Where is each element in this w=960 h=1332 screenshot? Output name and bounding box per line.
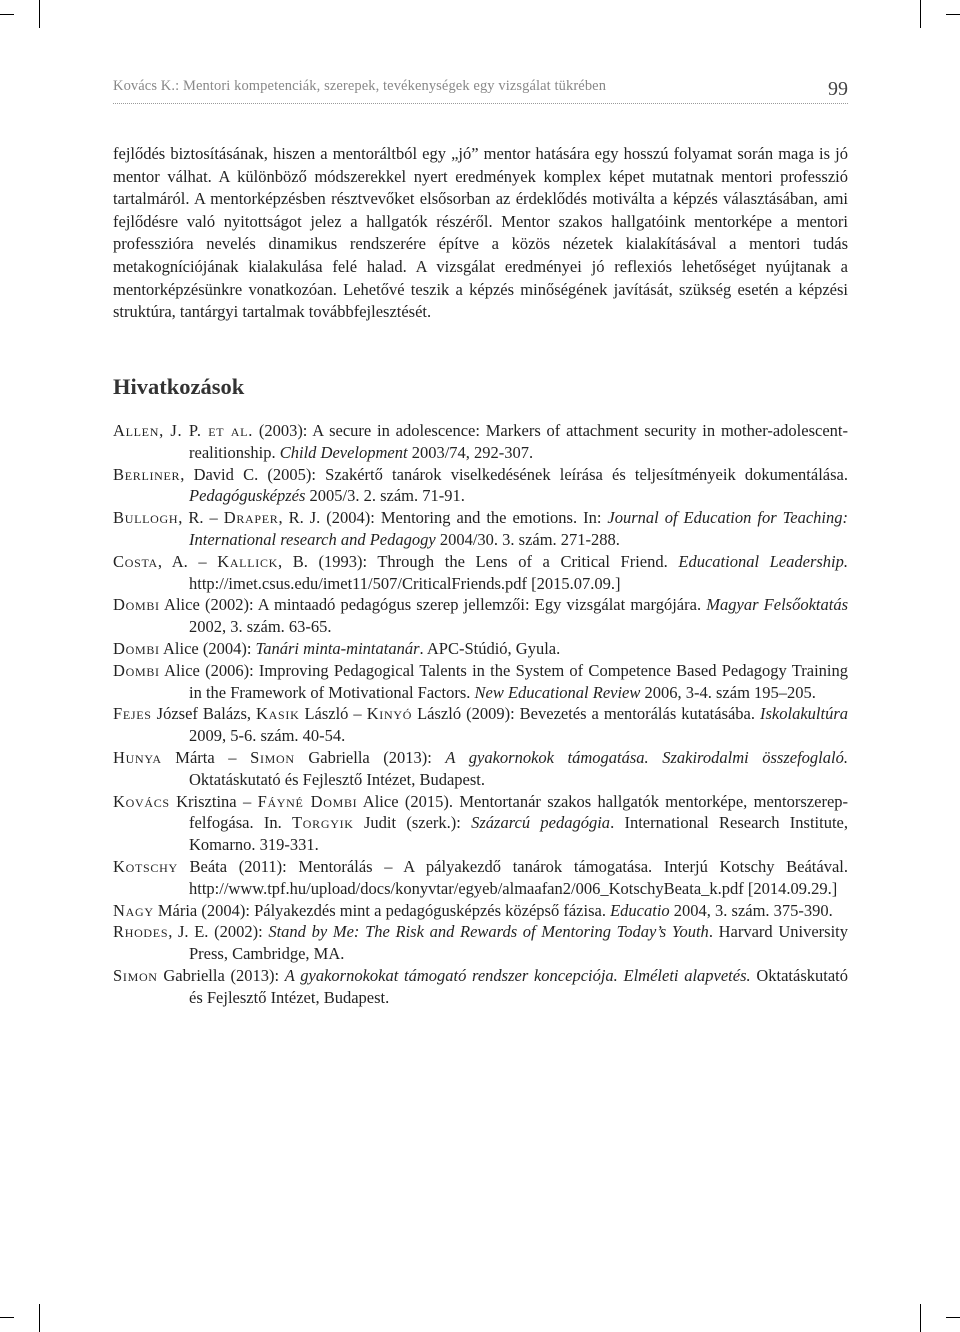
reference-author: Bullogh <box>113 508 179 528</box>
reference-source-title: A gyakornokok támogatása. Szakirodalmi összefoglaló. <box>445 747 848 767</box>
reference-text: László (2009): Bevezetés a mentorálás kutatásába. <box>412 704 761 724</box>
reference-author: Dombi <box>113 638 160 658</box>
reference-text: 2006, 3-4. szám 195–205. <box>640 682 816 702</box>
reference-entry <box>113 660 848 704</box>
reference-text: Márta – <box>161 747 251 767</box>
reference-author: Draper <box>223 508 279 528</box>
header-divider <box>113 103 848 104</box>
crop-mark <box>920 0 921 28</box>
reference-author: Dombi <box>113 595 160 615</box>
reference-entry <box>113 965 848 1009</box>
reference-author: Dombi <box>113 660 160 680</box>
reference-text: 2002, 3. szám. 63-65. <box>189 617 332 637</box>
reference-list <box>113 420 848 1009</box>
reference-source-title: New Educational Review <box>474 682 641 702</box>
reference-source-title: Journal of Education for Teaching: International research and Pedagogy <box>189 508 848 549</box>
crop-mark <box>39 1304 40 1332</box>
reference-entry <box>113 551 848 595</box>
reference-entry <box>113 464 848 508</box>
reference-source-title: Stand by Me: The Risk and Rewards of Mentoring Today’s Youth <box>268 922 709 942</box>
reference-author: Nagy <box>113 900 154 920</box>
reference-entry <box>113 507 848 551</box>
reference-author: Kasik <box>256 704 300 724</box>
crop-mark <box>0 14 14 15</box>
reference-author: Berliner <box>113 464 181 484</box>
reference-text: Oktatáskutató és Fejlesztő Intézet, Budapest. <box>189 769 486 789</box>
reference-text: László – <box>299 704 367 724</box>
reference-source-title: Tanári minta-mintatanár <box>255 638 420 658</box>
reference-text: Alice (2002): A mintaadó pedagógus szerep jellemzői: Egy vizsgálat margójára. <box>159 595 707 615</box>
crop-mark <box>39 0 40 28</box>
reference-source-title: A gyakornokokat támogató rendszer koncepciója. Elméleti alapvetés. <box>284 965 751 985</box>
reference-author: Simon <box>250 747 295 767</box>
reference-text: (2003): A secure in adolescence: Markers of attachment security in mother-adolescent-realitionship. <box>189 421 848 462</box>
reference-text: 2009, 5-6. szám. 40-54. <box>189 726 346 746</box>
reference-text: Alice (2006): Improving Pedagogical Talents in the System of Competence Based Pedagogy Training in the Framework of Motivational Factors. <box>159 660 848 702</box>
reference-entry <box>113 900 848 922</box>
reference-text: . Harvard University Press, Cambridge, MA. <box>189 922 848 964</box>
running-head: Kovács K.: Mentori kompetenciák, szerepek, tevékenységek egy vizsgálat tükrében <box>113 78 607 94</box>
reference-source-title: Magyar Felsőoktatás <box>706 595 849 615</box>
reference-author: Kinyó <box>366 704 413 724</box>
crop-mark <box>0 1317 14 1318</box>
reference-author: Rhodes <box>113 922 169 942</box>
reference-author: Kallick <box>217 551 279 571</box>
reference-text: 2005/3. 2. szám. 71-91. <box>305 486 465 506</box>
reference-text: Judit (szerk.): <box>353 813 472 833</box>
reference-text: Alice (2004): <box>159 638 256 658</box>
crop-mark <box>946 1317 960 1318</box>
reference-entry <box>113 921 848 965</box>
reference-text: 2004, 3. szám. 375-390. <box>669 900 833 920</box>
reference-text: , J. E. (2002): <box>168 922 269 942</box>
reference-text: Beáta (2011): Mentorálás – A pályakezdő tanárok támogatása. Interjú Kotschy Beátával. http://www.tpf.hu/upload/docs/konyvtar/egyeb/almaafan2/006_KotschyBeata_k.pdf [2014.09.29.] <box>177 856 848 898</box>
reference-source-title: Százarcú pedagógia <box>471 813 611 833</box>
reference-entry <box>113 747 848 791</box>
reference-text: Alice (2015). Mentortanár szakos hallgatók mentorképe, mentorszerep-felfogása. In. <box>189 791 849 833</box>
reference-source-title: Educatio <box>610 900 670 920</box>
reference-entry <box>113 791 848 856</box>
reference-author: Fejes <box>113 704 152 724</box>
reference-author: Costa <box>113 551 158 571</box>
reference-text: , R. – <box>178 508 224 528</box>
reference-text: Gabriella (2013): <box>294 747 446 767</box>
reference-author: Hunya <box>113 747 162 767</box>
reference-text: Mária (2004): Pályakezdés mint a pedagógusképzés középső fázisa. <box>153 900 611 920</box>
crop-mark <box>920 1304 921 1332</box>
reference-text: , B. (1993): Through the Lens of a Critical Friend. <box>278 551 679 571</box>
reference-entry <box>113 703 848 747</box>
section-heading: Hivatkozások <box>113 374 245 399</box>
reference-author: Kovács <box>113 791 170 811</box>
reference-author: Simon <box>113 965 158 985</box>
reference-text: , A. – <box>157 551 218 571</box>
reference-source-title: Pedagógusképzés <box>189 486 306 506</box>
reference-entry <box>113 420 848 464</box>
reference-entry <box>113 856 848 900</box>
reference-source-title: Educational Leadership. <box>678 551 849 571</box>
reference-author: Allen, J. P. et al. <box>113 421 254 440</box>
reference-author: Kotschy <box>113 856 178 876</box>
reference-text: Oktatáskutató és Fejlesztő Intézet, Budapest. <box>189 965 848 1007</box>
reference-text: 2004/30. 3. szám. 271-288. <box>435 529 620 549</box>
reference-text: http://imet.csus.edu/imet11/507/CriticalFriends.pdf [2015.07.09.] <box>189 573 621 593</box>
reference-entry <box>113 638 848 660</box>
crop-mark <box>946 14 960 15</box>
reference-source-title: Iskolakultúra <box>760 704 849 724</box>
reference-author: Fáyné Dombi <box>257 791 358 811</box>
reference-author: Torgyik <box>292 813 354 833</box>
reference-text: . International Research Institute, Komarno. 319-331. <box>189 813 848 855</box>
body-paragraph: fejlődés biztosításának, hiszen a mentoráltból egy „jó” mentor hatására egy hosszú folyamat során maga is jó mentor válhat. A különböző módszerekkel nyert eredmények komplex képet mutatnak mentori professzió tartalmáról. A mentorképzésben résztvevőket elsősorban az érdeklődés motiválta a képzés választásában, ami fejlődésre való nyitottságot jelez a hallgatók részéről. Mentor szakos hallgatóink mentorképe a mentori professzióra nevelés dinamikus rendszerére építve a közös nézetek kialakításával a mentori tudás metakogníciójának kialakulása felé halad. A vizsgálat eredményei jó reflexiós lehetőséget nyújtanak a mentorképzésünkre vonatkozóan. Lehetővé teszik a képzés minőségének javítását, szükség esetén a képzési struktúra, tantárgyi tartalmak továbbfejlesztését. <box>113 144 848 322</box>
reference-text: 2003/74, 292-307. <box>407 442 534 462</box>
reference-source-title: Child Development <box>279 442 408 462</box>
reference-entry <box>113 594 848 638</box>
reference-text: Krisztina – <box>169 791 258 811</box>
page-number: 99 <box>828 78 848 100</box>
reference-text: Gabriella (2013): <box>157 965 285 985</box>
body-text <box>113 143 848 324</box>
reference-text: . APC-Stúdió, Gyula. <box>419 638 561 658</box>
reference-text: , David C. (2005): Szakértő tanárok viselkedésének leírása és teljesítményeik dokumentálása. <box>180 464 848 484</box>
reference-text: , R. J. (2004): Mentoring and the emotions. In: <box>278 508 608 528</box>
reference-text: József Balázs, <box>151 704 257 724</box>
